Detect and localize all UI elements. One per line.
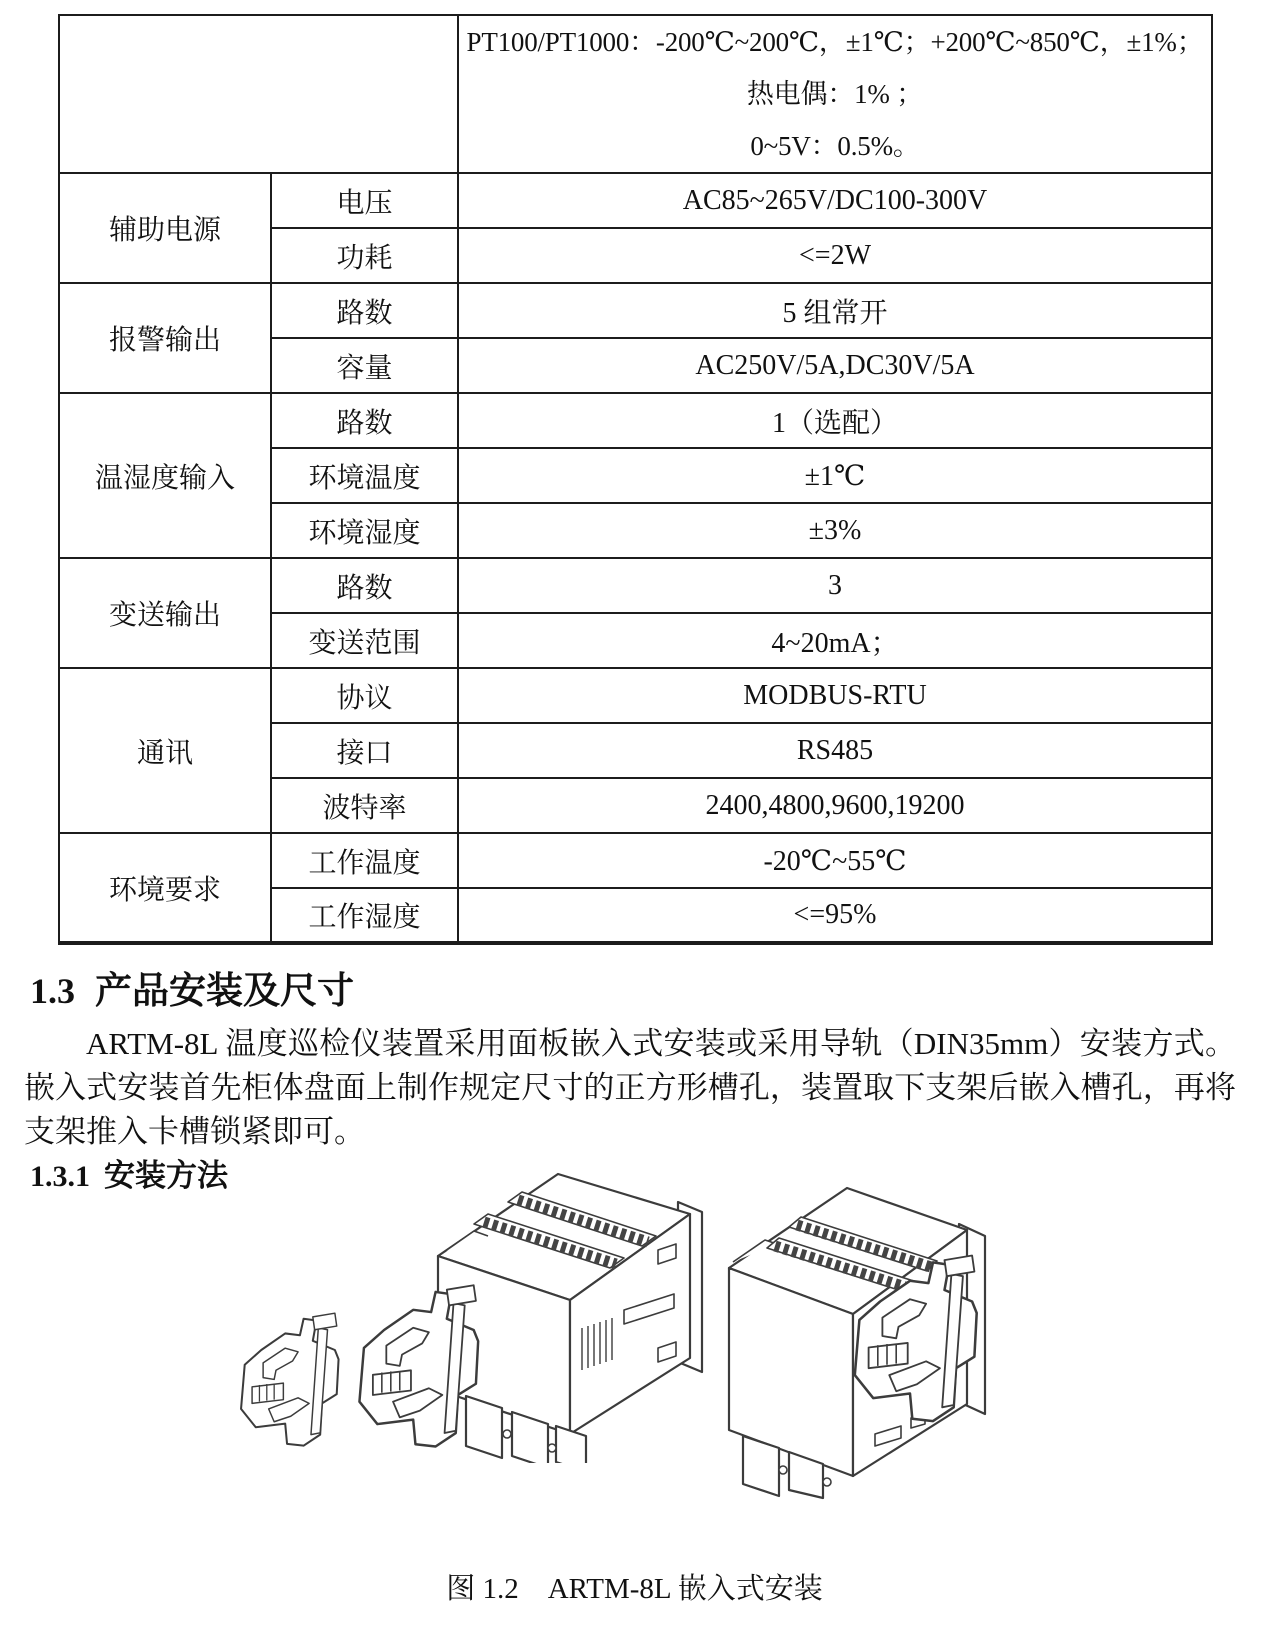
- din-rail-clip: [359, 1285, 478, 1446]
- subsection-title: 安装方法: [104, 1158, 228, 1193]
- value-cell: AC250V/5A,DC30V/5A: [458, 338, 1212, 393]
- spec-row: [59, 833, 1212, 888]
- category-cell: 变送输出: [59, 558, 271, 668]
- parameter-cell: 路数: [271, 393, 458, 448]
- value-cell: 5 组常开: [458, 283, 1212, 338]
- spec-row-continuation: [59, 15, 1212, 173]
- category-cell: 环境要求: [59, 833, 271, 943]
- spec-value-line: 热电偶：1% ；: [746, 79, 924, 109]
- spec-row: [59, 393, 1212, 448]
- parameter-cell: 工作温度: [271, 833, 458, 888]
- value-cell: 4~20mA；: [458, 613, 1212, 668]
- spec-value-line: 0~5V：0.5%。: [750, 131, 920, 161]
- parameter-cell: 接口: [271, 723, 458, 778]
- parameter-cell: 电压: [271, 173, 458, 228]
- parameter-cell: 协议: [271, 668, 458, 723]
- section-number: 1.3: [30, 971, 75, 1011]
- value-cell: -20℃~55℃: [458, 833, 1212, 888]
- spec-row: [59, 173, 1212, 228]
- parameter-cell: 环境湿度: [271, 503, 458, 558]
- spec-table-body: [59, 15, 1212, 943]
- category-cell: 辅助电源: [59, 173, 271, 283]
- device-rear-view: [438, 1174, 702, 1463]
- parameter-cell: 路数: [271, 558, 458, 613]
- installation-paragraph: ARTM-8L 温度巡检仪装置采用面板嵌入式安装或采用导轨（DIN35mm）安装方式。嵌入式安装首先柜体盘面上制作规定尺寸的正方形槽孔，装置取下支架后嵌入槽孔，再将支架推入卡槽锁紧即可。: [24, 1026, 1236, 1149]
- device-with-detached-din-clips-drawing: [228, 1158, 708, 1463]
- spec-table: [58, 14, 1213, 945]
- parameter-cell: 路数: [271, 283, 458, 338]
- value-cell: ±1℃: [458, 448, 1212, 503]
- spec-row: [59, 558, 1212, 613]
- figure-caption: 图 1.2 ARTM-8L 嵌入式安装: [446, 1573, 823, 1605]
- parameter-cell: 波特率: [271, 778, 458, 833]
- value-cell: RS485: [458, 723, 1212, 778]
- category-cell-empty: [59, 15, 458, 173]
- parameter-cell: 工作湿度: [271, 888, 458, 943]
- din-rail-clip: [241, 1313, 339, 1445]
- section-heading-1-3: [30, 960, 354, 1014]
- device-with-attached-din-clip-drawing: [715, 1172, 1015, 1502]
- value-cell: MODBUS-RTU: [458, 668, 1212, 723]
- parameter-cell: 变送范围: [271, 613, 458, 668]
- value-cell: 3: [458, 558, 1212, 613]
- spec-row: [59, 283, 1212, 338]
- value-cell: <=95%: [458, 888, 1212, 943]
- parameter-cell: 功耗: [271, 228, 458, 283]
- section-title: 产品安装及尺寸: [95, 970, 354, 1011]
- value-cell: 2400,4800,9600,19200: [458, 778, 1212, 833]
- parameter-cell: 环境温度: [271, 448, 458, 503]
- subsection-number: 1.3.1: [30, 1160, 90, 1193]
- spec-row: [59, 668, 1212, 723]
- parameter-cell: 容量: [271, 338, 458, 393]
- installation-figure: [0, 1158, 1269, 1508]
- value-cell: AC85~265V/DC100-300V: [458, 173, 1212, 228]
- spec-value-line: PT100/PT1000：-200℃~200℃，±1℃；+200℃~850℃，±1%；: [466, 27, 1204, 57]
- value-cell: <=2W: [458, 228, 1212, 283]
- category-cell: 通讯: [59, 668, 271, 833]
- value-cell: 1（选配）: [458, 393, 1212, 448]
- value-cell-multiline: [458, 15, 1212, 173]
- category-cell: 温湿度输入: [59, 393, 271, 558]
- value-cell: ±3%: [458, 503, 1212, 558]
- category-cell: 报警输出: [59, 283, 271, 393]
